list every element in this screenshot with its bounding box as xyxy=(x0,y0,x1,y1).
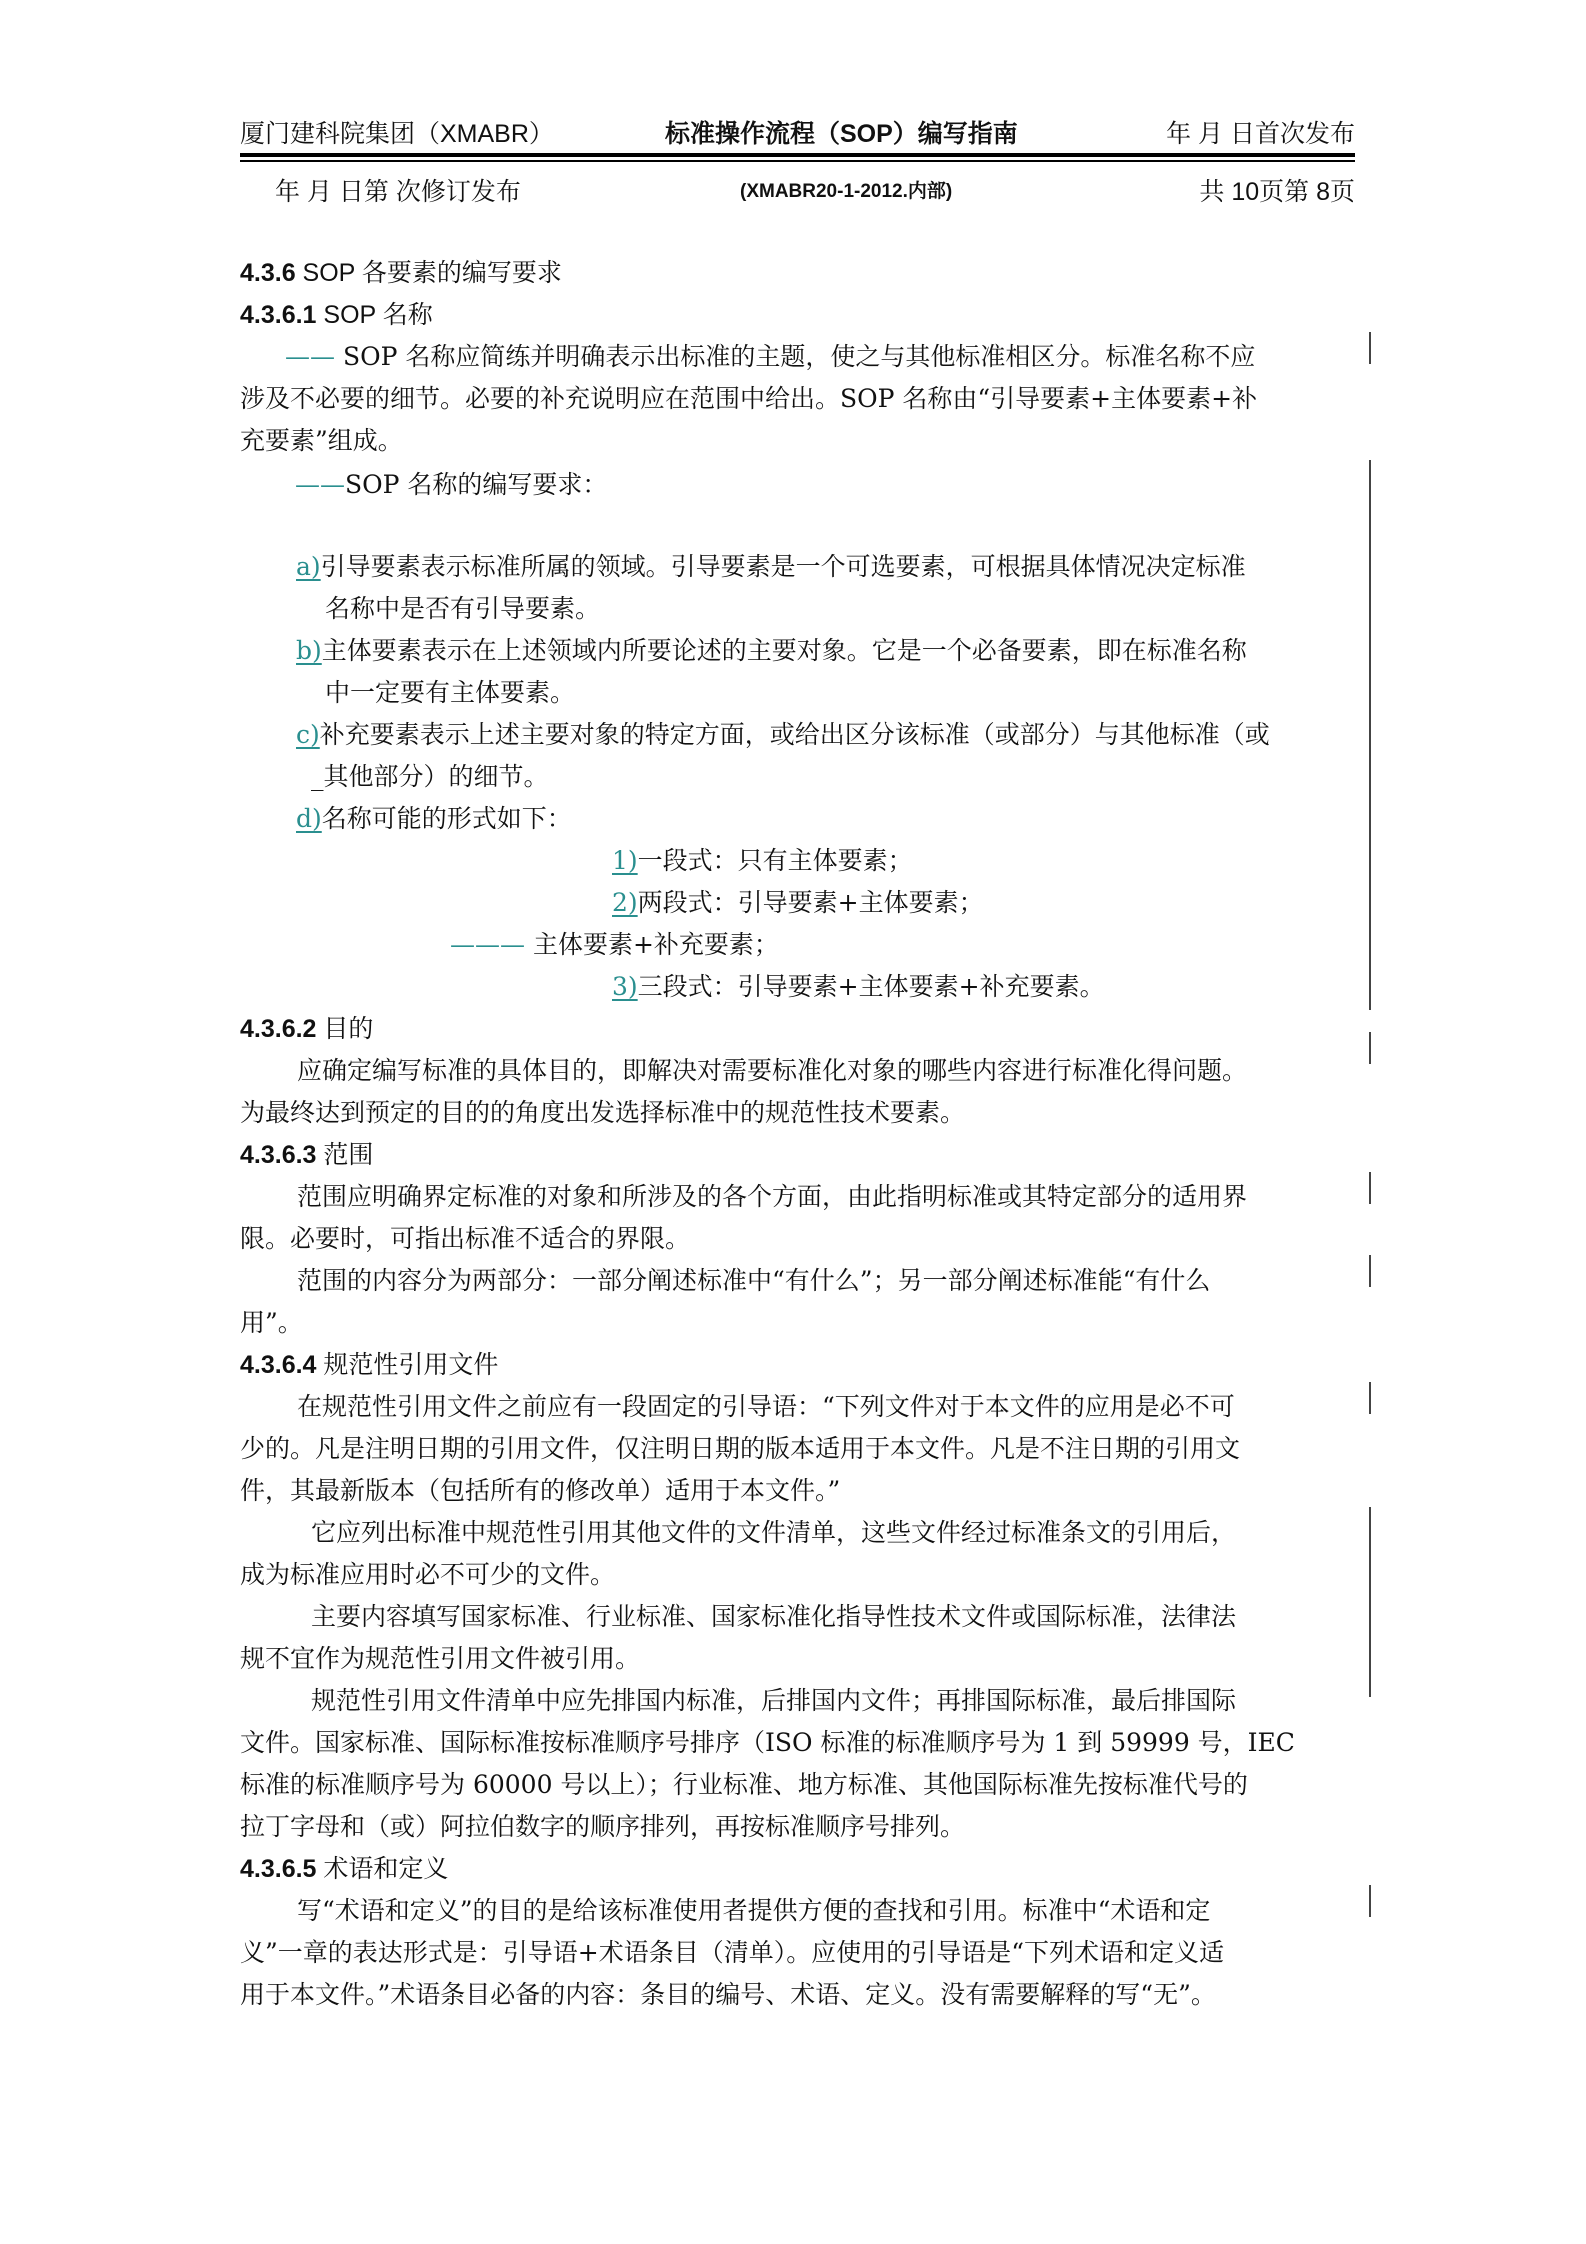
paragraph-line: 它应列出标准中规范性引用其他文件的文件清单，这些文件经过标准条文的引用后， xyxy=(311,1518,1237,1547)
section-number: 4.3.6.4 xyxy=(240,1351,317,1379)
revision-change-bar xyxy=(1369,332,1371,364)
revision-change-bar xyxy=(1369,1172,1371,1204)
revision-change-bar xyxy=(1369,1032,1371,1064)
list-item-a-cont: 名称中是否有引导要素。 xyxy=(325,594,601,623)
em-dash: —— xyxy=(285,342,335,371)
paragraph-line: 主要内容填写国家标准、行业标准、国家标准化指导性技术文件或国际标准，法律法 xyxy=(311,1602,1237,1631)
paragraph-line: 用于本文件。”术语条目必备的内容：条目的编号、术语、定义。没有需要解释的写“无”。 xyxy=(240,1980,1216,2009)
revision-change-bar xyxy=(1369,460,1371,1010)
list-marker[interactable]: b) xyxy=(296,636,322,665)
section-title: 目的 xyxy=(316,1015,374,1043)
header-rule-thick xyxy=(240,153,1355,157)
section-heading-4-3-6-3 xyxy=(240,1140,373,1170)
text: 主体要素表示在上述领域内所要论述的主要对象。它是一个必备要素，即在标准名称 xyxy=(321,636,1247,665)
list-marker[interactable]: 1) xyxy=(612,846,638,875)
organization-name: 厦门建科院集团（XMABR） xyxy=(240,120,554,148)
paragraph-line: 应确定编写标准的具体目的，即解决对需要标准化对象的哪些内容进行标准化得问题。 xyxy=(297,1056,1248,1085)
paragraph-line: 拉丁字母和（或）阿拉伯数字的顺序排列，再按标准顺序号排列。 xyxy=(240,1812,966,1841)
first-release-date: 年 月 日首次发布 xyxy=(1166,120,1355,148)
list-item-c-cont: _其他部分）的细节。 xyxy=(311,762,549,791)
list-item-b xyxy=(296,636,1247,666)
form-item-1 xyxy=(612,846,913,876)
paragraph-line: 规不宜作为规范性引用文件被引用。 xyxy=(240,1644,641,1673)
paragraph-line: 少的。凡是注明日期的引用文件，仅注明日期的版本适用于本文件。凡是不注日期的引用文 xyxy=(240,1434,1241,1463)
form-item-3 xyxy=(612,972,1105,1002)
list-marker[interactable]: c) xyxy=(296,720,320,749)
paragraph-line: 规范性引用文件清单中应先排国内标准，后排国内文件；再排国际标准，最后排国际 xyxy=(311,1686,1237,1715)
text: 主体要素+补充要素； xyxy=(525,930,779,959)
document-code: (XMABR20-1-2012.内部) xyxy=(740,181,953,202)
section-number: 4.3.6.2 xyxy=(240,1015,317,1043)
em-dash: —— xyxy=(295,470,345,499)
paragraph-line: 范围的内容分为两部分：一部分阐述标准中“有什么”；另一部分阐述标准能“有什么 xyxy=(297,1266,1211,1295)
list-marker[interactable]: a) xyxy=(296,552,321,581)
section-heading-4-3-6-2 xyxy=(240,1014,373,1044)
paragraph-line: 用”。 xyxy=(240,1308,303,1337)
list-item-d xyxy=(296,804,572,834)
list-marker[interactable]: 3) xyxy=(612,972,638,1001)
section-heading-4-3-6-1 xyxy=(240,300,433,330)
paragraph-line: 为最终达到预定的目的的角度出发选择标准中的规范性技术要素。 xyxy=(240,1098,966,1127)
section-heading-4-3-6-4 xyxy=(240,1350,498,1380)
paragraph-line: 标准的标准顺序号为 60000 号以上）；行业标准、地方标准、其他国际标准先按标准代号的 xyxy=(240,1770,1248,1799)
section-number: 4.3.6.5 xyxy=(240,1855,317,1883)
paragraph-line: 涉及不必要的细节。必要的补充说明应在范围中给出。SOP 名称由“引导要素+主体要素+补 xyxy=(240,384,1258,413)
section-title: 范围 xyxy=(316,1141,374,1169)
revision-release-date: 年 月 日第 次修订发布 xyxy=(275,178,521,206)
text: 补充要素表示上述主要对象的特定方面，或给出区分该标准（或部分）与其他标准（或 xyxy=(319,720,1270,749)
text: 名称可能的形式如下： xyxy=(321,804,572,833)
list-marker[interactable]: d) xyxy=(296,804,322,833)
list-item-a xyxy=(296,552,1246,582)
document-title: 标准操作流程（SOP）编写指南 xyxy=(665,120,1018,148)
text: 引导要素表示标准所属的领域。引导要素是一个可选要素，可根据具体情况决定标准 xyxy=(320,552,1246,581)
revision-change-bar xyxy=(1369,1507,1371,1697)
revision-change-bar xyxy=(1369,1885,1371,1917)
text: SOP 名称的编写要求： xyxy=(345,470,608,499)
em-dash: ——— xyxy=(450,930,525,959)
header-rule-thin xyxy=(240,160,1355,162)
page-header-row-2 xyxy=(240,168,1355,204)
form-item-2b xyxy=(450,930,779,960)
list-item-b-cont: 中一定要有主体要素。 xyxy=(325,678,576,707)
paragraph-line: 义”一章的表达形式是：引导语+术语条目（清单）。应使用的引导语是“下列术语和定义适 xyxy=(240,1938,1225,1967)
paragraph-line: 写“术语和定义”的目的是给该标准使用者提供方便的查找和引用。标准中“术语和定 xyxy=(297,1896,1211,1925)
text: SOP 名称应简练并明确表示出标准的主题，使之与其他标准相区分。标准名称不应 xyxy=(335,342,1256,371)
section-number: 4.3.6 xyxy=(240,259,296,287)
revision-change-bar xyxy=(1369,1382,1371,1414)
list-marker[interactable]: 2) xyxy=(612,888,638,917)
text: 两段式：引导要素+主体要素； xyxy=(637,888,984,917)
section-title: SOP 各要素的编写要求 xyxy=(295,259,562,287)
paragraph-line: 成为标准应用时必不可少的文件。 xyxy=(240,1560,616,1589)
paragraph-line xyxy=(285,342,1255,372)
text: 一段式：只有主体要素； xyxy=(637,846,913,875)
paragraph-line xyxy=(295,470,607,500)
section-heading-4-3-6 xyxy=(240,258,562,288)
page-header-row-1 xyxy=(240,114,1355,150)
section-number: 4.3.6.3 xyxy=(240,1141,317,1169)
paragraph-line: 件，其最新版本（包括所有的修改单）适用于本文件。” xyxy=(240,1476,841,1505)
page-number: 共 10页第 8页 xyxy=(1199,178,1355,206)
paragraph-line: 范围应明确界定标准的对象和所涉及的各个方面，由此指明标准或其特定部分的适用界 xyxy=(297,1182,1248,1211)
revision-change-bar xyxy=(1369,1255,1371,1287)
section-heading-4-3-6-5 xyxy=(240,1854,448,1884)
paragraph-line: 在规范性引用文件之前应有一段固定的引导语：“下列文件对于本文件的应用是必不可 xyxy=(297,1392,1235,1421)
text: 三段式：引导要素+主体要素+补充要素。 xyxy=(637,972,1105,1001)
paragraph-line: 充要素”组成。 xyxy=(240,426,403,455)
form-item-2 xyxy=(612,888,984,918)
section-title: 术语和定义 xyxy=(316,1855,449,1883)
section-number: 4.3.6.1 xyxy=(240,301,317,329)
paragraph-line: 文件。国家标准、国际标准按标准顺序号排序（ISO 标准的标准顺序号为 1 到 59999 号，IEC xyxy=(240,1728,1295,1757)
section-title: SOP 名称 xyxy=(316,301,433,329)
list-item-c xyxy=(296,720,1270,750)
paragraph-line: 限。必要时，可指出标准不适合的界限。 xyxy=(240,1224,691,1253)
section-title: 规范性引用文件 xyxy=(316,1351,499,1379)
